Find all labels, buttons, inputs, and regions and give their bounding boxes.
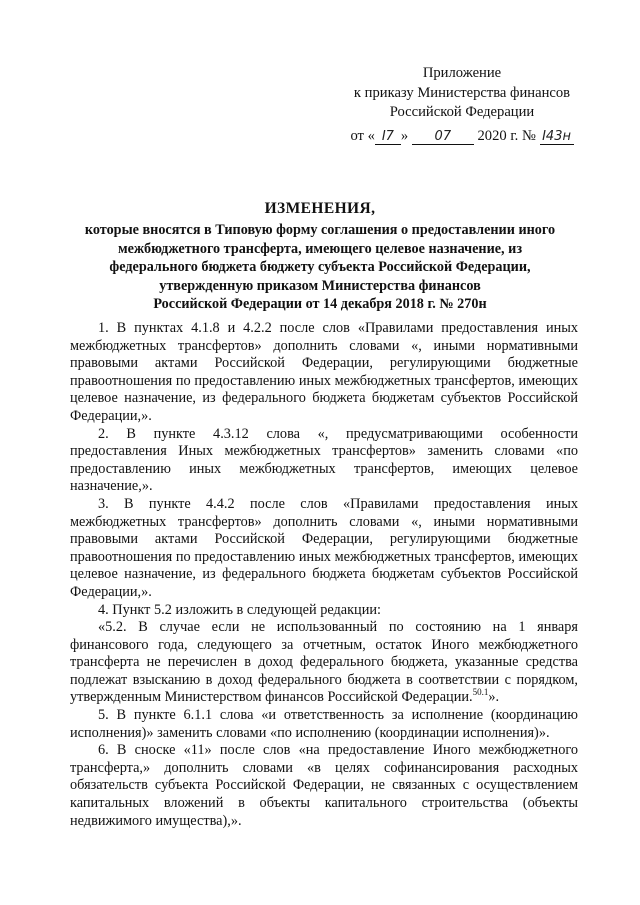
appendix-block xyxy=(332,64,592,146)
appendix-date-line xyxy=(332,127,592,147)
footnote-mark: 50.1 xyxy=(472,687,489,698)
quoted-paragraph-5-2 xyxy=(70,619,578,707)
order-number: I43н xyxy=(540,129,574,145)
quote-close: ». xyxy=(488,689,500,706)
paragraph-4: 4. Пункт 5.2 изложить в следующей редакции: xyxy=(98,601,381,618)
date-prefix: от « xyxy=(350,127,375,144)
appendix-label: Приложение xyxy=(422,65,502,81)
paragraph-5: 5. В пункте 6.1.1 слова «и ответственность за исполнение (координацию исполнения)» заменить словами «по исполнению (координации исполнения)». xyxy=(70,707,578,741)
changes-heading: ИЗМЕНЕНИЯ, xyxy=(264,200,376,217)
subtitle-line: федерального бюджета бюджету субъекта Российской Федерации, xyxy=(109,259,531,276)
subtitle-line: утвержденную приказом Министерства финансов xyxy=(159,277,481,294)
paragraph-1: 1. В пунктах 4.1.8 и 4.2.2 после слов «Правилами предоставления иных межбюджетных трансфертов» дополнить словами «, иными нормативными правовыми актами Российской Федерации, регулирующими бюджетные правоотношения по предоставлению иных межбюджетных трансфертов, имеющих целевое назначение, из федерального бюджета бюджетам субъектов Российской Федерации,». xyxy=(70,320,578,424)
appendix-federation-line: Российской Федерации xyxy=(389,104,535,120)
paragraph-6: 6. В сноске «11» после слов «на предоставление Иного межбюджетного трансферта,» дополнить словами «в целях софинансирования расходных обязательств субъекта Российской Федерации, не связанных с осуществлением капитальных вложений в объекты капитального строительства (объекты недвижимого имущества),». xyxy=(70,742,578,829)
subtitle-line: межбюджетного трансферта, имеющего целевое назначение, из xyxy=(117,240,523,257)
paragraph-2: 2. В пункте 4.3.12 слова «, предусматривающими особенности предоставления Иных межбюджетных трансфертов» заменить словами «по предоставлению иных межбюджетных трансфертов, имеющих целевое назначение,». xyxy=(70,425,578,495)
quote-text: «5.2. В случае если не использованный по состоянию на 1 января финансового года, следующего за отчетным, остаток Иного межбюджетного трансферта не перечислен в доход федерального бюджета, указанные средства подлежат взысканию в доход федерального бюджета в соответствии с порядком, утвержденным Министерством финансов Российской Федерации. xyxy=(70,619,578,706)
date-day: I7 xyxy=(375,129,401,145)
paragraph-3: 3. В пункте 4.4.2 после слов «Правилами предоставления иных межбюджетных трансфертов» дополнить словами «, иными нормативными правовыми актами Российской Федерации, регулирующими бюджетные правоотношения по предоставлению иных межбюджетных трансфертов, имеющих целевое назначение, из федерального бюджета бюджетам субъектов Российской Федерации,». xyxy=(70,495,578,600)
appendix-order-line: к приказу Министерства финансов xyxy=(353,84,571,101)
date-month: 07 xyxy=(412,129,474,145)
subtitle-line: которые вносятся в Типовую форму соглашения о предоставлении иного xyxy=(84,222,556,238)
changes-subtitle xyxy=(62,221,578,314)
document-body xyxy=(70,320,578,830)
date-day-close: » xyxy=(400,127,409,144)
date-year: 2020 г. № xyxy=(477,127,536,144)
subtitle-line: Российской Федерации от 14 декабря 2018 г. № 270н xyxy=(153,296,487,313)
